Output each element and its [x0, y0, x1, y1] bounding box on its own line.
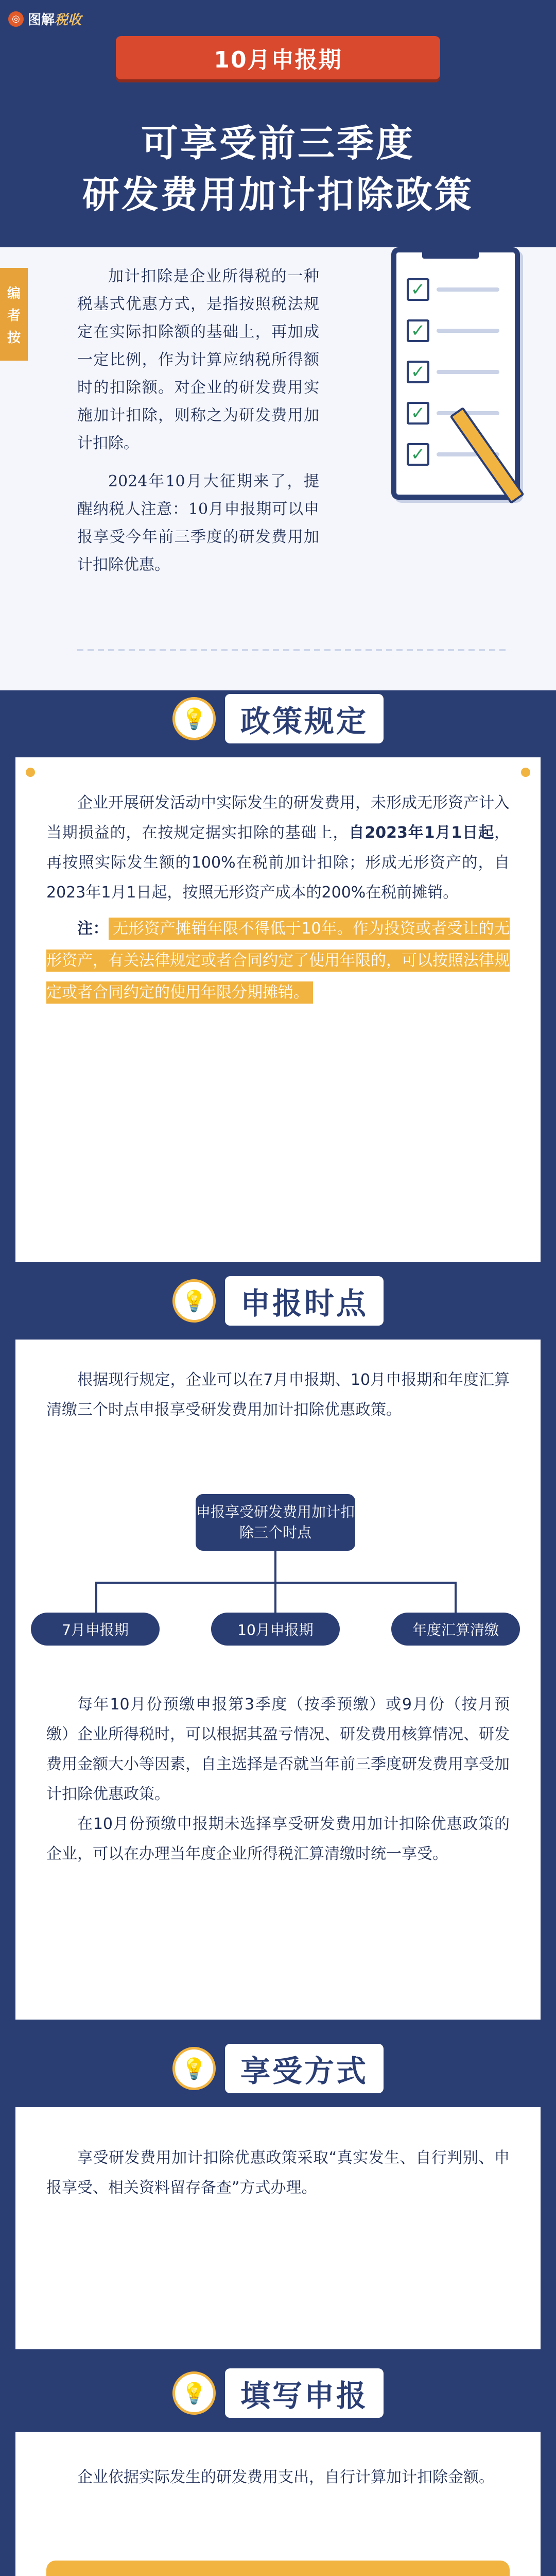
note-label: 注：: [77, 920, 109, 938]
policy-para1-a: 企业开展研发活动中实际发生的研发费用，未形成无形资产计入当期损益的，在按规定据实扣除的基础上，: [46, 794, 510, 842]
page-title-line2: 研发费用加计扣除政策: [82, 173, 474, 216]
note-highlight: 无形资产摊销年限不得低于10年。作为投资或者受让的无形资产，有关法律规定或者合同约定了使用年限的，可以按照法律规定或者合同约定的使用年限分期摊销。: [46, 918, 510, 1004]
editor-note-text: [77, 263, 319, 589]
timing-tree-diagram: [46, 1494, 510, 1659]
tree-node-october: 10月申报期: [211, 1613, 340, 1646]
lightbulb-icon: 💡: [172, 2047, 216, 2090]
page-title-line1: 可享受前三季度: [141, 122, 415, 165]
filing-text: 企业依据实际发生的研发费用支出，自行计算加计扣除金额。: [77, 2468, 494, 2486]
checkmark-icon: ✓: [407, 319, 429, 342]
lightbulb-icon: 💡: [172, 697, 216, 740]
brand-name-part2: 税收: [55, 12, 82, 28]
tree-node-annual: 年度汇算清缴: [391, 1613, 520, 1646]
policy-para1-c: ，再按照实际发生额的100%在税前加计扣除；形成无形资产的，自2023年1月1日起，按照无形资产成本的200%在税前摊销。: [46, 824, 510, 902]
section-header-method: [149, 2040, 407, 2097]
editor-tag-char: 按: [7, 330, 21, 346]
section-title: 享受方式: [225, 2044, 384, 2093]
editor-note-para: 加计扣除是企业所得税的一种税基式优惠方式，是指按照税法规定在实际扣除额的基础上，再加成一定比例，作为计算应纳税所得额时的扣除额。对企业的研发费用实施加计扣除，则称之为研发费用加计扣除。: [77, 267, 319, 452]
tree-root: 申报享受研发费用加计扣除三个时点: [196, 1494, 355, 1551]
period-ribbon: 10月申报期: [116, 36, 440, 79]
editor-tag-char: 者: [7, 308, 21, 324]
editor-tag-char: 编: [7, 285, 21, 301]
lightbulb-icon: 💡: [172, 2371, 216, 2415]
lightbulb-icon: 💡: [172, 1279, 216, 1323]
section-title: 申报时点: [225, 1276, 384, 1326]
checkmark-icon: ✓: [407, 402, 429, 425]
section-title: 政策规定: [225, 694, 384, 743]
section-policy: [15, 757, 541, 1262]
editor-note-card: [0, 247, 556, 690]
check-row: [407, 319, 499, 342]
brand-logo: [8, 9, 81, 28]
method-text: 享受研发费用加计扣除优惠政策采取“真实发生、自行判别、申报享受、相关资料留存备查”方式办理。: [46, 2149, 510, 2197]
section-header-timing: [149, 1273, 407, 1329]
brand-name-part1: 图解: [28, 12, 55, 28]
editor-note-para: 2024年10月大征期来了，提醒纳税人注意：10月申报期可以申报享受今年前三季度的研发费用加计扣除优惠。: [77, 472, 319, 574]
section-method: [15, 2107, 541, 2349]
filing-highlight-box: [46, 2561, 510, 2576]
checkmark-icon: ✓: [407, 361, 429, 383]
check-row: [407, 361, 499, 383]
policy-effective-date: 自2023年1月1日起: [349, 824, 494, 842]
editor-note-tag: [0, 268, 28, 361]
checkmark-icon: ✓: [407, 278, 429, 301]
section-timing: [15, 1340, 541, 2020]
section-header-filing: [149, 2365, 407, 2421]
check-row: [407, 278, 499, 301]
section-title: 填写申报: [225, 2368, 384, 2418]
clipboard-clip: [422, 238, 479, 259]
checklist-illustration: [355, 247, 546, 515]
header: [0, 0, 556, 268]
timing-intro: 根据现行规定，企业可以在7月申报期、10月申报期和年度汇算清缴三个时点申报享受研发费用加计扣除优惠政策。: [46, 1371, 510, 1419]
policy-text: [46, 788, 510, 1009]
section-header-policy: [149, 690, 407, 747]
brand-icon: ◎: [8, 11, 24, 27]
checkmark-icon: ✓: [407, 443, 429, 466]
timing-details: 每年10月份预缴申报第3季度（按季预缴）或9月份（按月预缴）企业所得税时，可以根据其盈亏情况、研发费用核算情况、研发费用金额大小等因素，自主选择是否就当年前三季度研发费用享受加计扣除优惠政策。 在10月份预缴申报期未选择享受研发费用加计扣除优惠政策的企业，可以在办理当年度企业所得税汇算清缴时统一享受。: [46, 1696, 510, 1863]
tree-node-july: 7月申报期: [31, 1613, 160, 1646]
section-filing: [15, 2432, 541, 2576]
divider: [77, 649, 510, 651]
